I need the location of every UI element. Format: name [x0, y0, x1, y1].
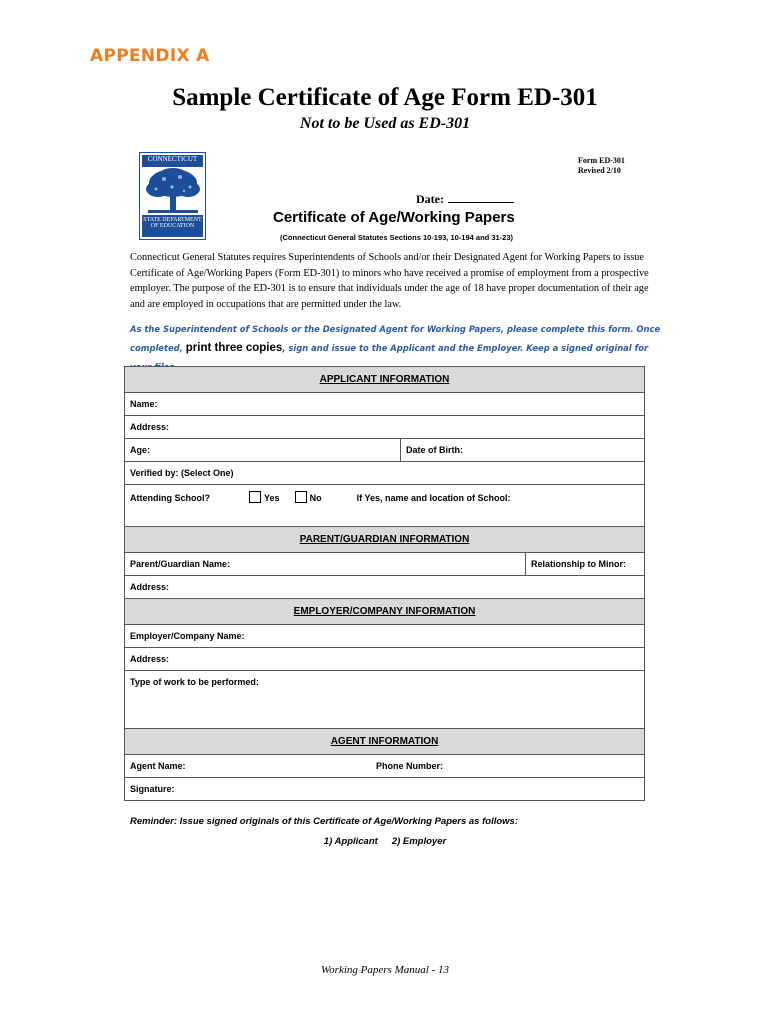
page-footer: Working Papers Manual - 13 [321, 964, 449, 976]
instructions-emphasis: print three copies [185, 342, 283, 354]
employer-name-field[interactable] [125, 625, 645, 648]
yes-label: Yes [264, 493, 280, 503]
logo-bottom-line2: OF EDUCATION [150, 223, 195, 229]
page-title: Sample Certificate of Age Form ED-301 [172, 84, 598, 111]
verified-by-label: Verified by: (Select One) [130, 468, 234, 478]
parent-name-field[interactable] [125, 553, 526, 576]
applicant-address-field[interactable] [125, 416, 645, 439]
employer-name-label: Employer/Company Name: [130, 631, 245, 641]
no-checkbox[interactable] [295, 491, 307, 503]
reminder-list [0, 836, 770, 847]
date-blank[interactable] [448, 191, 514, 203]
section-header-agent: AGENT INFORMATION [125, 729, 645, 755]
reminder-item-applicant: 1) Applicant [323, 836, 378, 847]
reminder-item-employer: 2) Employer [391, 836, 447, 847]
relationship-field[interactable] [526, 553, 645, 576]
certificate-title: Certificate of Age/Working Papers [273, 209, 515, 226]
verified-by-field[interactable] [125, 462, 645, 485]
logo-top-text: CONNECTICUT [142, 155, 203, 167]
agent-name-label: Agent Name: [130, 761, 186, 771]
yes-checkbox-option[interactable] [249, 493, 280, 503]
parent-address-label: Address: [130, 582, 170, 592]
applicant-age-field[interactable] [125, 439, 401, 462]
work-type-field[interactable] [125, 671, 645, 729]
date-field[interactable] [416, 191, 514, 207]
attending-school-label: Attending School? [130, 493, 210, 503]
employer-address-field[interactable] [125, 648, 645, 671]
section-header-employer: EMPLOYER/COMPANY INFORMATION [125, 599, 645, 625]
certificate-form-table [124, 366, 645, 801]
section-header-parent: PARENT/GUARDIAN INFORMATION [125, 527, 645, 553]
logo-bottom-line1: STATE DEPARTMENT [143, 217, 202, 223]
phone-number-label: Phone Number: [376, 761, 444, 771]
section-header-applicant: APPLICANT INFORMATION [125, 367, 645, 393]
signature-field[interactable] [125, 778, 645, 801]
page-subtitle: Not to be Used as ED-301 [299, 115, 471, 132]
parent-name-label: Parent/Guardian Name: [130, 559, 231, 569]
parent-address-field[interactable] [125, 576, 645, 599]
signature-label: Signature: [130, 784, 175, 794]
no-label: No [309, 493, 322, 503]
statutes-reference: (Connecticut General Statutes Sections 10-193, 10-194 and 31-23) [280, 233, 514, 242]
applicant-address-label: Address: [130, 422, 170, 432]
form-revised: Revised 2/10 [578, 166, 621, 175]
applicant-dob-label: Date of Birth: [406, 445, 463, 455]
work-type-label: Type of work to be performed: [130, 677, 259, 687]
date-label: Date: [416, 192, 444, 206]
attending-school-row [125, 485, 645, 527]
employer-address-label: Address: [130, 654, 170, 664]
intro-paragraph: Connecticut General Statutes requires Superintendents of Schools and/or their Designated Agent for Working Papers to issue Certificate of Age/Working Papers (Form ED-301) to minors who have received a promise of employment from a prospective employer. The purpose of the ED-301 is to ensure that individuals under the age of 18 have proper documentation of their age and are employed in occupations that are permitted under the law. [130, 252, 649, 310]
applicant-name-label: Name: [130, 399, 158, 409]
relationship-label: Relationship to Minor: [531, 559, 626, 569]
form-number: Form ED-301 [578, 156, 625, 165]
tree-icon [144, 167, 202, 217]
instructions-part2: , sign and issue to the Applicant and the Employer. Keep a signed original for [282, 343, 649, 353]
instructions-part1: As the Superintendent of Schools or the Designated Agent for Working Papers, please complete this form. Once completed, [130, 324, 661, 353]
no-checkbox-option[interactable] [295, 493, 322, 503]
appendix-heading: APPENDIX A [90, 46, 210, 66]
reminder-text: Reminder: Issue signed originals of this Certificate of Age/Working Papers as follows: [130, 816, 518, 827]
yes-checkbox[interactable] [249, 491, 261, 503]
form-number-block [578, 156, 625, 176]
applicant-name-field[interactable] [125, 393, 645, 416]
applicant-dob-field[interactable] [401, 439, 645, 462]
state-education-logo [139, 152, 206, 240]
applicant-age-label: Age: [130, 445, 150, 455]
logo-bottom-text [142, 215, 203, 237]
school-name-label: If Yes, name and location of School: [356, 493, 511, 503]
agent-name-row[interactable] [125, 755, 645, 778]
